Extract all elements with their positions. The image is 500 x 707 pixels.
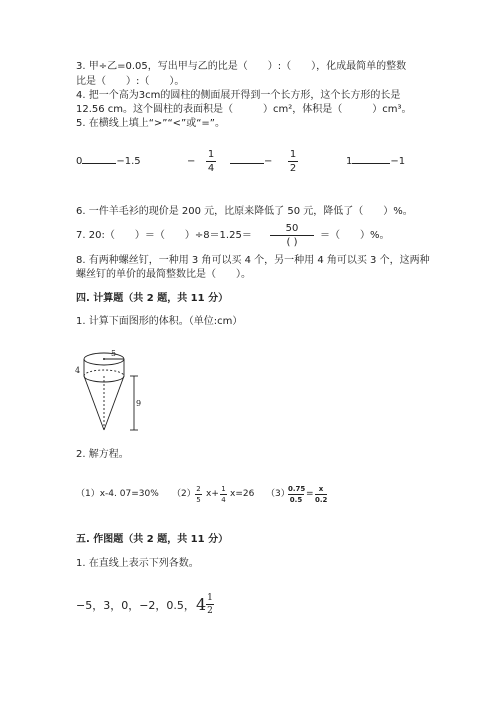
q5-d-right: −1 (390, 156, 406, 167)
eq3-right-frac (315, 485, 327, 504)
eq3-left-num: 0.75 (288, 485, 306, 493)
section4-q2: 2. 解方程。 (76, 449, 129, 460)
q5-c-minus: − (264, 156, 273, 167)
section4-q1: 1. 计算下面图形的体积。（单位:cm） (76, 316, 243, 327)
q5-c-num: 1 (289, 149, 297, 160)
q7-fraction (270, 223, 314, 248)
mixed-den: 2 (207, 606, 213, 616)
eq2-frac2 (220, 485, 227, 504)
eq2-frac2-den: 4 (221, 496, 226, 504)
eq3-left-den: 0.5 (289, 496, 303, 504)
eq2-frac1-den: 5 (196, 496, 201, 504)
fig-cone-height-label: 9 (136, 399, 142, 408)
section5-numbers: −5，3，0，−2，0.5， (76, 599, 195, 612)
q3-line1: 3. 甲÷乙=0.05，写出甲与乙的比是（ ）:（ ），化成最简单的整数 (76, 61, 407, 72)
q5-b-minus: − (187, 156, 196, 167)
eq2-prefix: （2） (172, 489, 196, 499)
eq2-frac1-num: 2 (196, 485, 201, 493)
eq3-right-den: 0.2 (315, 496, 328, 504)
section5-q1: 1. 在直线上表示下列各数。 (76, 558, 199, 569)
q7-frac-num: 50 (285, 223, 299, 234)
eq3-prefix: （3） (266, 489, 290, 499)
q7-part2: ＝（ ）%。 (320, 230, 390, 241)
q5-a-blank[interactable] (82, 163, 116, 164)
section5-title: 五. 作图题（共 2 题，共 11 分） (76, 534, 229, 545)
fig-radius-label: 5 (111, 349, 117, 358)
eq3-right-num: x (318, 485, 324, 493)
q5-d-blank[interactable] (352, 163, 390, 164)
q5-compare-d (346, 156, 405, 168)
q6-line1: 6. 一件羊毛衫的现价是 200 元，比原来降低了 50 元，降低了（ ）%。 (76, 206, 413, 217)
q4-line1: 4. 把一个高为3cm的圆柱的侧面展开得到一个长方形，这个长方形的长是 (76, 90, 401, 101)
q5-c-fraction (288, 149, 298, 174)
q5-d-left: 1 (346, 156, 353, 167)
q5-a-right: −1.5 (116, 156, 141, 167)
eq3-left-frac (288, 485, 304, 504)
q8-line2: 螺丝钉的单价的最简整数比是（ ）。 (76, 269, 251, 280)
q5-b-blank[interactable] (230, 163, 264, 164)
q5-line1: 5. 在横线上填上“>”“<”或“=”。 (76, 118, 225, 129)
mixed-whole: 4 (196, 595, 207, 614)
q5-a-left: 0 (76, 156, 83, 167)
q5-b-num: 1 (207, 149, 215, 160)
q7-part1: 7. 20:（ ）＝（ ）÷8＝1.25＝ (76, 230, 252, 241)
mixed-num: 1 (207, 593, 213, 603)
q5-compare-a (76, 156, 141, 168)
q5-c-den: 2 (289, 163, 297, 174)
q4-line2: 12.56 cm。这个圆柱的表面积是（ ）cm²，体积是（ ）cm³。 (76, 104, 412, 115)
fig-cyl-height-label: 4 (75, 366, 81, 375)
eq2-tail: x=26 (230, 489, 255, 499)
q5-b-fraction (206, 149, 216, 174)
q5-b-den: 4 (207, 163, 215, 174)
eq3-equals: = (306, 489, 314, 499)
q7-frac-den: ( ) (286, 237, 298, 248)
q8-line1: 8. 有两种螺丝钉，一种用 3 角可以买 4 个，另一种用 4 角可以买 3 个，这两种 (76, 255, 430, 266)
q3-line2: 比是（ ）:（ ）。 (76, 76, 185, 87)
eq2-mid: x+ (206, 489, 219, 499)
eq2-frac2-num: 1 (221, 485, 226, 493)
cylinder-cone-figure (74, 346, 150, 438)
eq2-frac1 (195, 485, 202, 504)
section4-title: 四. 计算题（共 2 题，共 11 分） (76, 293, 229, 304)
mixed-fraction (206, 593, 214, 616)
q5-b-blank-row (230, 156, 272, 168)
eq1: （1）x-4. 07=30% (76, 489, 159, 499)
